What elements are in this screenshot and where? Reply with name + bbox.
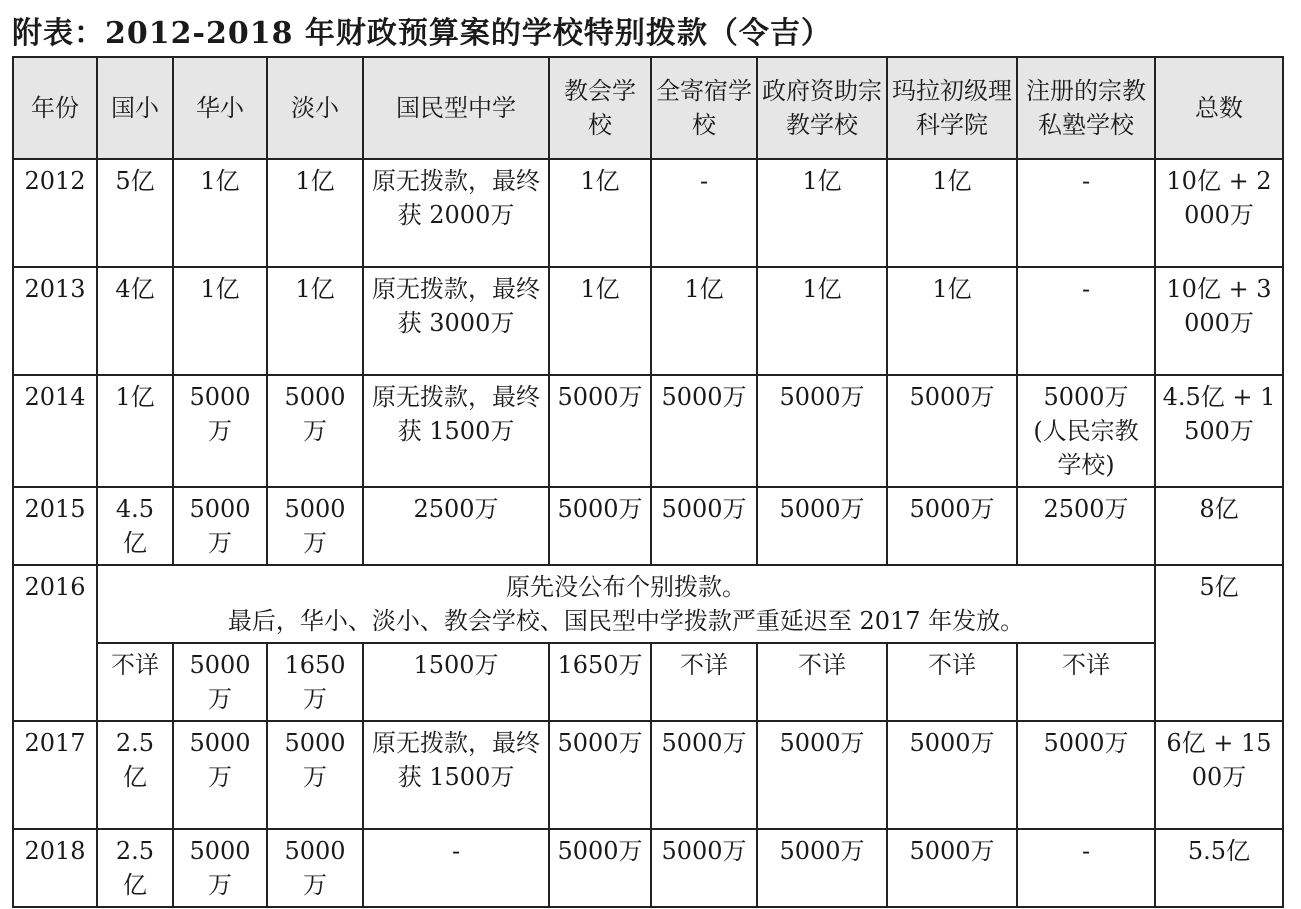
table-cell: 5000万 (267, 829, 363, 907)
table-cell: 原无拨款，最终获 1500万 (363, 721, 549, 829)
year-cell: 2017 (13, 721, 97, 829)
table-cell: 1亿 (887, 267, 1017, 375)
total-cell: 10亿 + 3000万 (1155, 267, 1283, 375)
table-cell: 5000万 (887, 721, 1017, 829)
year-cell: 2012 (13, 159, 97, 267)
table-cell: 4亿 (97, 267, 173, 375)
table-cell: 1亿 (97, 375, 173, 487)
total-cell: 10亿 + 2000万 (1155, 159, 1283, 267)
table-cell: 1亿 (887, 159, 1017, 267)
table-cell: 5000万 (757, 721, 887, 829)
allocation-table (12, 56, 1284, 908)
table-cell: 5000万 (173, 829, 267, 907)
table-cell: 1亿 (267, 267, 363, 375)
table-cell: 5000万 (757, 375, 887, 487)
table-cell: 5000万 (173, 487, 267, 565)
table-cell: 5000万 (887, 829, 1017, 907)
table-cell: 5000万 (173, 643, 267, 721)
header-cell-national: 国小 (97, 57, 173, 159)
table-cell: 2.5亿 (97, 829, 173, 907)
year-cell: 2018 (13, 829, 97, 907)
header-cell-year: 年份 (13, 57, 97, 159)
header-cell-national-type-secondary: 国民型中学 (363, 57, 549, 159)
table-cell: 不详 (757, 643, 887, 721)
table-cell: 5000万 (651, 721, 757, 829)
header-cell-chinese: 华小 (173, 57, 267, 159)
header-cell-total: 总数 (1155, 57, 1283, 159)
table-cell: 1650万 (549, 643, 651, 721)
table-cell: 原无拨款，最终获 1500万 (363, 375, 549, 487)
total-cell: 5.5亿 (1155, 829, 1283, 907)
table-row (13, 267, 1283, 375)
table-cell: 5000万 (549, 375, 651, 487)
table-cell: 1亿 (267, 159, 363, 267)
header-cell-gov-aided-religious: 政府资助宗教学校 (757, 57, 887, 159)
table-cell: 5000万 (267, 721, 363, 829)
table-row (13, 643, 1283, 721)
table-row (13, 375, 1283, 487)
table-cell: 4.5亿 (97, 487, 173, 565)
table-cell: 5000万 (1017, 721, 1155, 829)
table-row (13, 565, 1283, 643)
row-2016-note-line-1: 原先没公布个别拨款。 (506, 573, 746, 601)
table-cell: 5000万 (757, 487, 887, 565)
table-row (13, 159, 1283, 267)
table-cell: 5000万 (173, 721, 267, 829)
table-cell: 5000万 (549, 487, 651, 565)
table-cell: 5000万 (267, 375, 363, 487)
table-cell: - (1017, 829, 1155, 907)
table-row (13, 721, 1283, 829)
table-row (13, 829, 1283, 907)
total-cell: 6亿 + 1500万 (1155, 721, 1283, 829)
table-cell: 5000万 (887, 487, 1017, 565)
table-cell: 原无拨款，最终获 2000万 (363, 159, 549, 267)
table-cell: 不详 (651, 643, 757, 721)
table-cell: 5000万 (887, 375, 1017, 487)
header-cell-mission: 教会学校 (549, 57, 651, 159)
table-cell: 5000万 (267, 487, 363, 565)
row-2016-note-line-2: 最后，华小、淡小、教会学校、国民型中学拨款严重延迟至 2017 年发放。 (227, 607, 1025, 635)
total-cell: 8亿 (1155, 487, 1283, 565)
table-cell: 1亿 (173, 267, 267, 375)
table-cell: 5000万 (人民宗教学校) (1017, 375, 1155, 487)
header-cell-registered-religious: 注册的宗教私塾学校 (1017, 57, 1155, 159)
table-cell: 1500万 (363, 643, 549, 721)
header-cell-boarding: 全寄宿学校 (651, 57, 757, 159)
table-cell: - (1017, 159, 1155, 267)
table-cell: 5000万 (651, 375, 757, 487)
table-cell: 不详 (887, 643, 1017, 721)
table-cell: 1亿 (757, 159, 887, 267)
table-cell: 1亿 (549, 267, 651, 375)
table-cell: 1650万 (267, 643, 363, 721)
table-cell: 5000万 (173, 375, 267, 487)
table-cell: 2500万 (363, 487, 549, 565)
table-cell: 5000万 (549, 829, 651, 907)
table-cell: 5000万 (651, 829, 757, 907)
header-cell-tamil: 淡小 (267, 57, 363, 159)
year-cell: 2013 (13, 267, 97, 375)
table-cell: 不详 (97, 643, 173, 721)
year-cell: 2015 (13, 487, 97, 565)
table-cell: - (1017, 267, 1155, 375)
year-cell: 2016 (13, 565, 97, 721)
table-cell: 5000万 (651, 487, 757, 565)
year-cell: 2014 (13, 375, 97, 487)
header-cell-mara: 玛拉初级理科学院 (887, 57, 1017, 159)
table-cell: - (651, 159, 757, 267)
table-cell: 5000万 (757, 829, 887, 907)
table-cell: 5000万 (549, 721, 651, 829)
table-cell: 5亿 (97, 159, 173, 267)
table-cell: 原无拨款，最终获 3000万 (363, 267, 549, 375)
table-cell: 1亿 (549, 159, 651, 267)
table-header-row (13, 57, 1283, 159)
table-cell: 2.5亿 (97, 721, 173, 829)
table-cell: - (363, 829, 549, 907)
table-cell: 2500万 (1017, 487, 1155, 565)
total-cell: 4.5亿 + 1500万 (1155, 375, 1283, 487)
table-row (13, 487, 1283, 565)
row-2016-note (97, 565, 1155, 643)
table-cell: 1亿 (757, 267, 887, 375)
total-cell: 5亿 (1155, 565, 1283, 721)
table-cell: 1亿 (173, 159, 267, 267)
table-cell: 1亿 (651, 267, 757, 375)
document-title: 附表：2012-2018 年财政预算案的学校特别拨款（令吉） (12, 16, 832, 51)
table-cell: 不详 (1017, 643, 1155, 721)
